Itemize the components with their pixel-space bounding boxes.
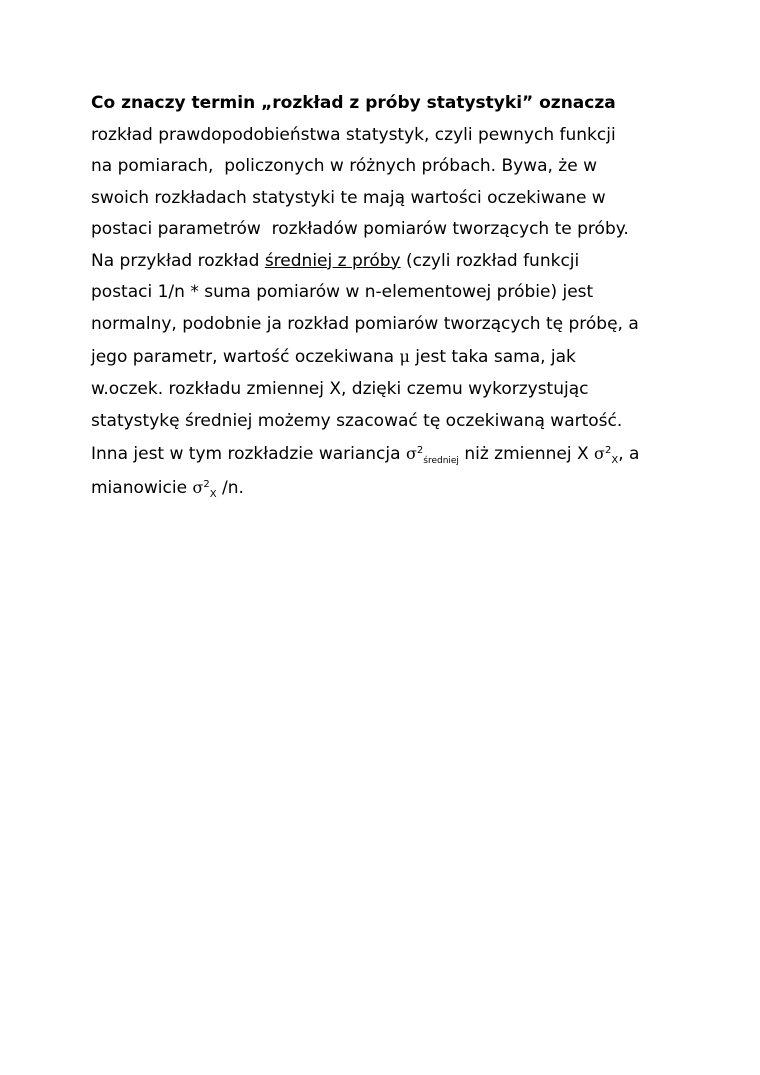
sigma-symbol: σ	[192, 478, 204, 497]
text-line: w.oczek. rozkładu zmiennej X, dzięki czemu wykorzystując	[91, 379, 589, 399]
paragraph	[91, 88, 691, 505]
text-span: Na przykład rozkład	[91, 250, 265, 271]
text-span: jest taka sama, jak	[409, 347, 576, 367]
text-line	[91, 340, 691, 374]
bold-term: Co znaczy termin „rozkład z próby statystyki”	[91, 93, 534, 113]
text-line: swoich rozkładach statystyki te mają wartości oczekiwane w	[91, 187, 606, 208]
text-span: jego parametr, wartość oczekiwana	[91, 347, 400, 367]
text-span: oznacza	[533, 93, 616, 113]
sigma-symbol: σ	[405, 444, 417, 463]
text-line	[91, 88, 691, 120]
mu-symbol: μ	[399, 347, 410, 366]
text-span: niż zmiennej X	[458, 444, 595, 464]
text-line: statystykę średniej możemy szacować tę oczekiwaną wartość.	[91, 410, 623, 431]
text-span: (czyli rozkład funkcji	[400, 250, 580, 271]
text-span: /n.	[216, 478, 244, 498]
subscript: średniej	[423, 456, 459, 466]
text-span: mianowicie	[91, 478, 193, 498]
text-line: rozkład prawdopodobieństwa statystyk, czyli pewnych funkcji	[91, 124, 616, 145]
text-span: Inna jest w tym rozkładzie wariancja	[91, 444, 406, 464]
superscript: 2	[604, 445, 612, 456]
superscript: 2	[203, 479, 210, 490]
text-line: postaci 1/n * suma pomiarów w n-elementowej próbie) jest	[91, 282, 594, 302]
sigma-symbol: σ	[594, 444, 605, 463]
subscript: X	[209, 489, 217, 500]
text-line: na pomiarach, policzonych w różnych próbach. Bywa, że w	[91, 156, 597, 176]
underlined-term: średniej z próby	[264, 250, 401, 271]
text-line: normalny, podobnie ja rozkład pomiarów tworzących tę próbę, a	[91, 313, 639, 334]
text-line	[91, 437, 691, 471]
superscript: 2	[416, 445, 424, 456]
text-span: , a	[618, 444, 640, 464]
text-line	[91, 246, 691, 278]
subscript: X	[611, 455, 619, 466]
text-line	[91, 471, 691, 505]
text-line: postaci parametrów rozkładów pomiarów tworzących te próby.	[91, 219, 629, 239]
